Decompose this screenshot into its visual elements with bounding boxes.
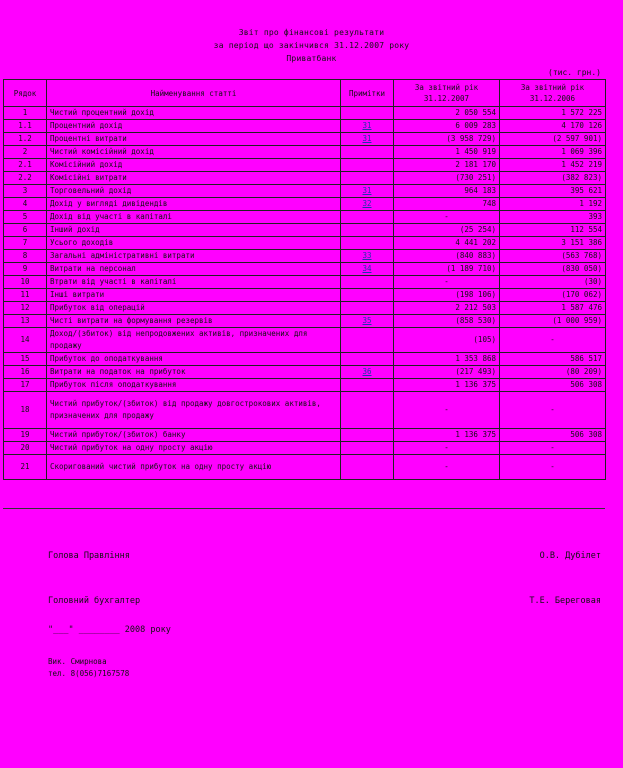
table-row [4,276,606,289]
row-note [341,442,394,455]
row-current-value: - [394,455,500,480]
row-code: 8 [4,250,47,263]
row-name: Витрати на податок на прибуток [47,366,341,379]
chair-name: О.В. Дубілет [539,551,601,561]
row-note [341,263,394,276]
row-note [341,211,394,224]
table-row [4,289,606,302]
row-previous-value: (2 597 901) [500,133,606,146]
row-previous-value: 1 452 219 [500,159,606,172]
table-row [4,133,606,146]
row-note [341,107,394,120]
row-previous-value: 395 621 [500,185,606,198]
row-name: Витрати на персонал [47,263,341,276]
header-code: Рядок [4,80,47,107]
executor-phone: тел. 8(056)7167578 [48,669,130,678]
row-name: Доход/(збиток) від непродовжених активів, призначених для продажу [47,328,341,353]
row-previous-value: - [500,392,606,429]
row-name: Прибуток після оподаткування [47,379,341,392]
row-current-value: - [394,392,500,429]
row-current-value: 4 441 202 [394,237,500,250]
table-row [4,159,606,172]
row-note [341,159,394,172]
row-note [341,302,394,315]
row-name: Комісійні витрати [47,172,341,185]
row-code: 17 [4,379,47,392]
row-code: 2.2 [4,172,47,185]
header-previous-period: За звітний рік 31.12.2006 [500,80,606,107]
table-row [4,392,606,429]
row-code: 16 [4,366,47,379]
row-previous-value: (830 050) [500,263,606,276]
row-previous-value: 4 170 126 [500,120,606,133]
row-code: 15 [4,353,47,366]
row-note [341,429,394,442]
title-line-1: Звіт про фінансові результати [238,28,385,37]
table-row [4,172,606,185]
note-link[interactable]: 31 [362,134,372,143]
divider-line [3,508,605,509]
row-current-value: 1 450 919 [394,146,500,159]
table-row [4,250,606,263]
row-current-value: (217 493) [394,366,500,379]
note-link[interactable]: 31 [362,121,372,130]
row-code: 5 [4,211,47,224]
row-previous-value: 1 572 225 [500,107,606,120]
financial-results-table [3,79,606,480]
row-name: Комісійний дохід [47,159,341,172]
row-name: Дохід у вигляді дивідендів [47,198,341,211]
row-previous-value: 506 308 [500,429,606,442]
row-current-value: (730 251) [394,172,500,185]
table-row [4,366,606,379]
row-name: Загальні адміністративні витрати [47,250,341,263]
row-current-value: (3 958 729) [394,133,500,146]
row-previous-value: 1 587 476 [500,302,606,315]
row-previous-value: 506 308 [500,379,606,392]
row-previous-value: 112 554 [500,224,606,237]
row-current-value: 748 [394,198,500,211]
table-row [4,455,606,480]
row-current-value: (105) [394,328,500,353]
table-row [4,442,606,455]
row-name: Інші витрати [47,289,341,302]
header-name: Найменування статті [47,80,341,107]
row-previous-value: 1 069 396 [500,146,606,159]
row-current-value: 1 136 375 [394,429,500,442]
row-name: Процентний дохід [47,120,341,133]
row-code: 9 [4,263,47,276]
row-current-value: - [394,276,500,289]
row-current-value: 1 136 375 [394,379,500,392]
row-note [341,172,394,185]
table-row [4,211,606,224]
row-code: 19 [4,429,47,442]
row-current-value: 6 009 283 [394,120,500,133]
row-code: 1.2 [4,133,47,146]
row-name: Дохід від участі в капіталі [47,211,341,224]
row-name: Чистий прибуток/(збиток) від продажу довгострокових активів, призначених для продажу [47,392,341,429]
row-note [341,379,394,392]
row-code: 11 [4,289,47,302]
row-code: 3 [4,185,47,198]
note-link[interactable]: 32 [362,199,372,208]
row-note [341,185,394,198]
title-line-2: за період що закінчився 31.12.2007 року [213,41,410,50]
table-row [4,263,606,276]
table-row [4,379,606,392]
row-note [341,353,394,366]
accountant-name: Т.Е. Береговая [529,596,601,606]
row-previous-value: (80 209) [500,366,606,379]
row-code: 4 [4,198,47,211]
row-note [341,366,394,379]
row-previous-value: - [500,328,606,353]
note-link[interactable]: 36 [362,367,372,376]
row-name: Процентні витрати [47,133,341,146]
row-current-value: - [394,442,500,455]
row-note [341,120,394,133]
row-previous-value: 586 517 [500,353,606,366]
row-code: 6 [4,224,47,237]
row-previous-value: (170 062) [500,289,606,302]
row-previous-value: (30) [500,276,606,289]
note-link[interactable]: 33 [362,251,372,260]
row-code: 10 [4,276,47,289]
row-note [341,276,394,289]
row-current-value: 2 212 503 [394,302,500,315]
row-code: 1 [4,107,47,120]
executor-name: Вик. Смирнова [48,657,107,666]
table-row [4,315,606,328]
row-name: Втрати від участі в капіталі [47,276,341,289]
row-name: Інший дохід [47,224,341,237]
table-row [4,185,606,198]
row-name: Прибуток від операцій [47,302,341,315]
row-current-value: (858 530) [394,315,500,328]
row-previous-value: 1 192 [500,198,606,211]
signing-date: "___" ________ 2008 року [48,625,171,635]
row-current-value: (840 883) [394,250,500,263]
report-title [0,26,623,65]
table-body [4,107,606,480]
row-previous-value: (1 000 959) [500,315,606,328]
row-code: 14 [4,328,47,353]
row-code: 20 [4,442,47,455]
row-code: 13 [4,315,47,328]
row-note [341,250,394,263]
row-note [341,455,394,480]
row-name: Чистий прибуток на одну просту акцію [47,442,341,455]
table-row [4,146,606,159]
table-row [4,120,606,133]
row-note [341,198,394,211]
row-current-value: 1 353 868 [394,353,500,366]
title-line-3: Приватбанк [286,54,337,63]
row-code: 1.1 [4,120,47,133]
accountant-title: Головний бухгалтер [48,596,141,606]
header-note: Примітки [341,80,394,107]
row-previous-value: (382 823) [500,172,606,185]
row-code: 2.1 [4,159,47,172]
row-code: 18 [4,392,47,429]
row-current-value: 2 181 170 [394,159,500,172]
row-current-value: 964 183 [394,185,500,198]
row-name: Усього доходів [47,237,341,250]
row-code: 21 [4,455,47,480]
row-previous-value: (563 768) [500,250,606,263]
row-note [341,133,394,146]
row-current-value: (25 254) [394,224,500,237]
row-code: 2 [4,146,47,159]
row-name: Скоригований чистий прибуток на одну просту акцію [47,455,341,480]
row-note [341,289,394,302]
table-row [4,302,606,315]
row-previous-value: - [500,442,606,455]
row-name: Чистий комісійний дохід [47,146,341,159]
row-current-value: (1 189 710) [394,263,500,276]
row-name: Чисті витрати на формування резервів [47,315,341,328]
row-name: Прибуток до оподаткування [47,353,341,366]
units-label: (тис. грн.) [548,68,601,77]
table-row [4,328,606,353]
table-row [4,237,606,250]
row-note [341,392,394,429]
header-current-period: За звітний рік 31.12.2007 [394,80,500,107]
row-name: Чистий процентний дохід [47,107,341,120]
table-row [4,224,606,237]
row-note [341,328,394,353]
note-link[interactable]: 35 [362,316,372,325]
row-note [341,315,394,328]
row-current-value: - [394,211,500,224]
row-current-value: 2 050 554 [394,107,500,120]
row-previous-value: 3 151 386 [500,237,606,250]
row-note [341,146,394,159]
row-previous-value: - [500,455,606,480]
row-note [341,224,394,237]
table-row [4,107,606,120]
row-name: Чистий прибуток/(збиток) банку [47,429,341,442]
row-previous-value: 393 [500,211,606,224]
note-link[interactable]: 34 [362,264,372,273]
row-note [341,237,394,250]
row-code: 12 [4,302,47,315]
table-row [4,429,606,442]
row-current-value: (198 106) [394,289,500,302]
row-name: Торговельний дохід [47,185,341,198]
table-header-row [4,80,606,107]
table-row [4,198,606,211]
note-link[interactable]: 31 [362,186,372,195]
row-code: 7 [4,237,47,250]
chair-title: Голова Правління [48,551,130,561]
table-row [4,353,606,366]
